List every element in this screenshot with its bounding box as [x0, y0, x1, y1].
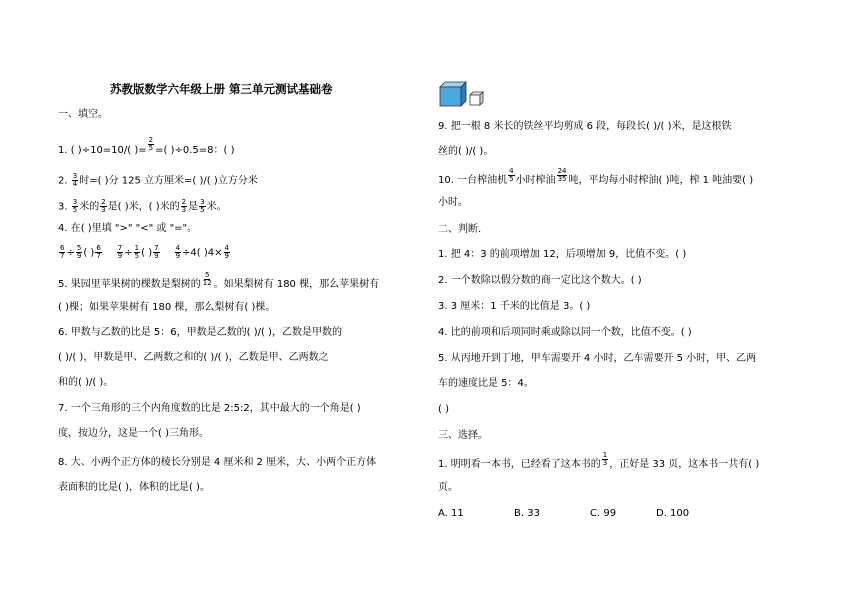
- question-4-row: $\frac{6}{7}$ ÷ $\frac{5}{9}$ ( ) $\frac{6}{7}$ $\frac{7}{9}$ ÷ $\frac{1}{5}$ ( ) $\frac{7}{9}$ $\frac{4}{9}$ ÷4( )4× $\frac{4}{9}$: [60, 244, 229, 260]
- question-8: 8. 大、小两个正方体的棱长分别是 4 厘米和 2 厘米，大、小两个正方体: [58, 457, 377, 468]
- judgement-5: 5. 从丙地开到丁地，甲车需要开 4 小时，乙车需要开 5 小时，甲、乙两: [438, 353, 757, 364]
- question-3: 3. $\frac{3}{5}$ 米的 $\frac{2}{3}$ 是( )米，( )米的 $\frac{2}{3}$ 是 $\frac{3}{5}$ 米。: [58, 198, 227, 214]
- option-a: A. 11: [438, 508, 464, 519]
- question-9: 9. 把一根 8 米长的铁丝平均剪成 6 段，每段长( )/( )米，是这根铁: [438, 121, 732, 132]
- question-10-cont: 小时。: [438, 197, 468, 208]
- question-5: 5. 果园里苹果树的棵数是梨树的 $\frac{5}{12}$ 。如果梨树有 180 棵，那么苹果树有: [58, 270, 380, 290]
- question-10: 10. 一台榨油机 $\frac{4}{5}$ 小时榨油 $\frac{24}{35}$ 吨，平均每小时榨油( )吨，榨 1 吨油要( ): [438, 166, 754, 186]
- question-4: 4. 在( )里填 ">" "<" 或 "="。: [58, 223, 198, 234]
- option-c: C. 99: [590, 508, 617, 519]
- judgement-3: 3. 3 厘米：1 千米的比值是 3。( ): [438, 301, 591, 312]
- question-8-cont: 表面积的比是( )，体积的比是( )。: [58, 482, 210, 493]
- question-1: 1. ( )÷10=10/( )= $\frac{2}{5}$ =( )÷0.5=8：( ): [58, 135, 235, 156]
- option-d: D. 100: [656, 508, 690, 519]
- question-5-cont: ( )棵；如果苹果树有 180 棵，那么梨树有( )棵。: [58, 302, 276, 313]
- question-9-cont: 丝的( )/( )。: [438, 146, 494, 157]
- judgement-5-answer: ( ): [438, 404, 449, 415]
- judgement-4: 4. 比的前项和后项同时乘或除以同一个数，比值不变。( ): [438, 327, 692, 338]
- section-judgement: 二、判断.: [438, 224, 482, 235]
- question-2: 2. $\frac{3}{4}$ 时=( )分 125 立方厘米=( )/( )立方分米: [58, 172, 258, 188]
- option-b: B. 33: [514, 508, 540, 519]
- question-7: 7. 一个三角形的三个内角度数的比是 2:5:2，其中最大的一个角是( ): [58, 403, 361, 414]
- judgement-2: 2. 一个数除以假分数的商一定比这个数大。( ): [438, 275, 642, 286]
- question-7-cont: 度，按边分，这是一个( )三角形。: [58, 428, 209, 439]
- question-6: 6. 甲数与乙数的比是 5：6，甲数是乙数的( )/( )，乙数是甲数的: [58, 327, 342, 338]
- choice-1: 1. 明明看一本书，已经看了这本书的 $\frac{1}{3}$ ，正好是 33 页，这本书一共有( ): [438, 450, 760, 470]
- question-6-cont: ( )/( )，甲数是甲、乙两数之和的( )/( )，乙数是甲、乙两数之: [58, 352, 329, 363]
- cube-illustration: [438, 80, 486, 108]
- judgement-1: 1. 把 4：3 的前项增加 12，后项增加 9，比值不变。( ): [438, 249, 687, 260]
- section-fill-in: 一、填空。: [58, 109, 108, 120]
- document-title: 苏教版数学六年级上册 第三单元测试基础卷: [110, 82, 333, 96]
- section-choice: 三、选择。: [438, 430, 488, 441]
- judgement-5-cont: 车的速度比是 5：4。: [438, 378, 534, 389]
- choice-1-cont: 页。: [438, 482, 458, 493]
- question-6-end: 和的( )/( )。: [58, 377, 114, 388]
